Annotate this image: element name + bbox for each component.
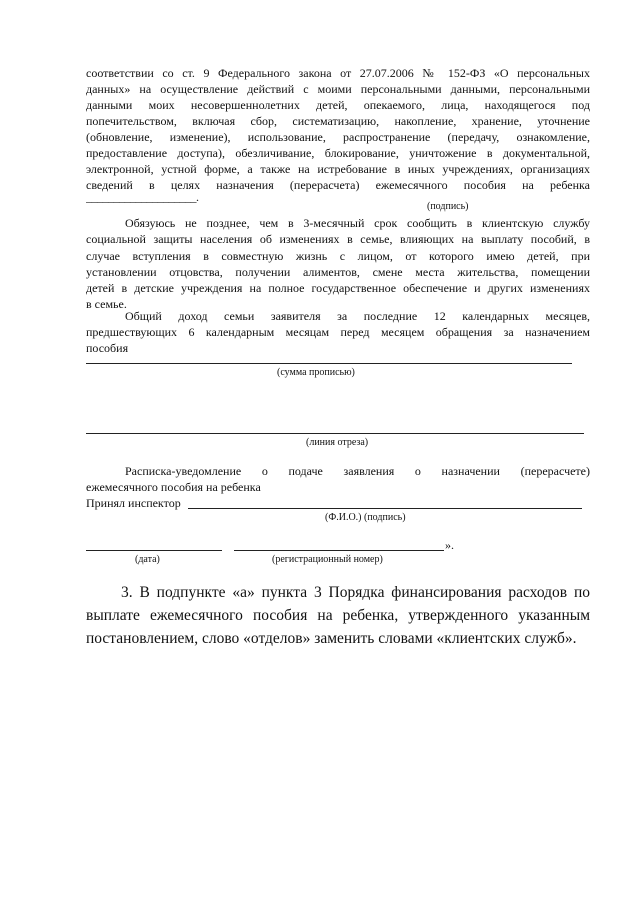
- consent-line-7: электронной, устной форме, а также на истребование в иных учреждениях, организациях: [86, 162, 590, 176]
- obligation-line-3: случае вступления в совместную жизнь с лицом, от которого имею детей, при: [86, 249, 590, 263]
- income-sum-line: [86, 363, 572, 364]
- receipt-line-2: ежемесячного пособия на ребенка: [86, 480, 261, 494]
- inspector-label: Принял инспектор: [86, 496, 181, 510]
- consent-line-8: сведений в целях назначения (перерасчета) ежемесячного пособия на ребенка: [86, 178, 590, 192]
- date-line: [86, 550, 222, 551]
- amendment-line-1: 3. В подпункте «а» пункта 3 Порядка финансирования расходов по: [121, 584, 590, 601]
- regnum-caption: (регистрационный номер): [272, 554, 383, 565]
- income-line-3: пособия: [86, 341, 129, 355]
- receipt-closing: ».: [445, 538, 454, 552]
- income-line-1: Общий доход семьи заявителя за последние 12 календарных месяцев,: [125, 309, 590, 323]
- obligation-line-6: в семье.: [86, 297, 127, 311]
- obligation-line-4: установлении отцовства, получении алиментов, смене места жительства, помещении: [86, 265, 590, 279]
- inspector-caption: (Ф.И.О.) (подпись): [325, 512, 406, 523]
- consent-line-1: соответствии со ст. 9 Федерального закона от 27.07.2006 № 152-ФЗ «О персональных: [86, 66, 590, 80]
- cut-line: [86, 433, 584, 434]
- consent-signature-caption: (подпись): [427, 201, 469, 212]
- regnum-line: [234, 550, 444, 551]
- consent-line-3: данными моих несовершеннолетних детей, опекаемого, лица, находящегося под: [86, 98, 590, 112]
- cut-line-caption: (линия отреза): [306, 437, 369, 448]
- date-caption: (дата): [135, 554, 160, 565]
- consent-line-5: (обновление, изменение), использование, распространение (передачу, ознакомление,: [86, 130, 590, 144]
- obligation-line-2: социальной защиты населения об изменениях в семье, влияющих на выплату пособий, в: [86, 232, 590, 246]
- inspector-line: [188, 508, 582, 509]
- amendment-line-3: постановлением, слово «отделов» заменить словами «клиентских служб».: [86, 630, 577, 647]
- amendment-line-2: выплате ежемесячного пособия на ребенка, утвержденного указанным: [86, 607, 590, 624]
- obligation-line-5: детей в детские учреждения на полное государственное обеспечение и других изменениях: [86, 281, 590, 295]
- consent-line-6: предоставление доступа), обезличивание, блокирование, уничтожение в документальной,: [86, 146, 590, 160]
- consent-line-2: данных» на осуществление действий с моими персональными данными, персональными: [86, 82, 590, 96]
- obligation-line-1: Обязуюсь не позднее, чем в 3-месячный срок сообщить в клиентскую службу: [125, 216, 590, 230]
- consent-line-4: попечительством, включая сбор, систематизацию, накопление, хранение, уточнение: [86, 114, 590, 128]
- receipt-line-1: Расписка-уведомление о подаче заявления о назначении (перерасчете): [125, 464, 590, 478]
- income-line-2: предшествующих 6 календарным месяцам перед месяцем обращения за назначением: [86, 325, 590, 339]
- consent-blank: ____________________.: [86, 190, 199, 204]
- income-sum-caption: (сумма прописью): [277, 367, 355, 378]
